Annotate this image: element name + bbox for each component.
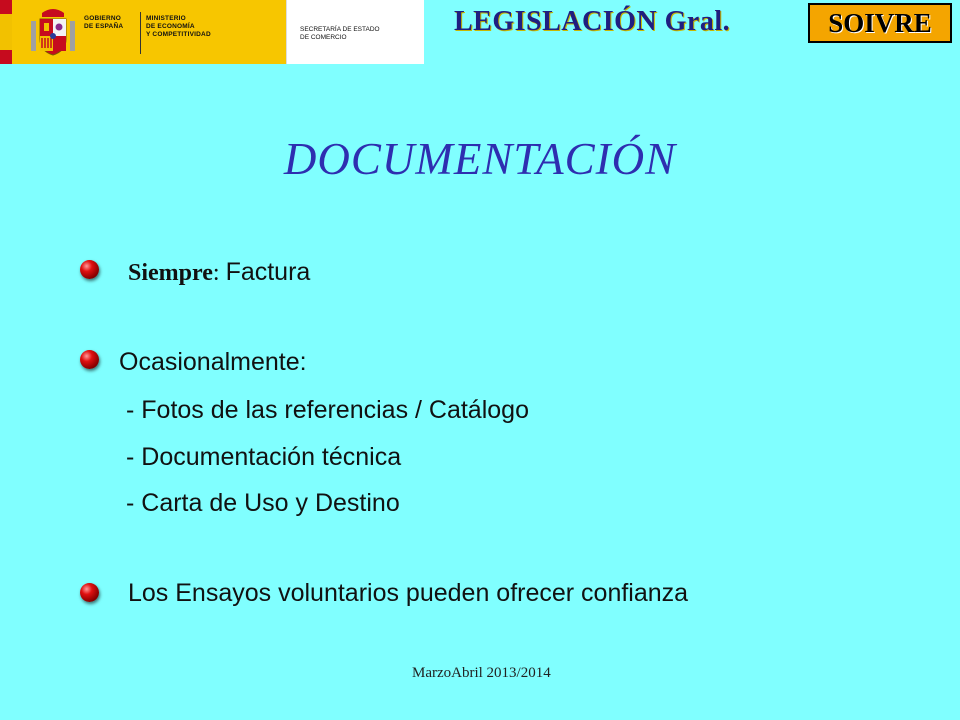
divider xyxy=(140,12,141,54)
logo-text-economia: DE ECONOMÍA xyxy=(146,23,195,30)
flag-icon xyxy=(0,0,12,64)
logo-text-competitividad: Y COMPETITIVIDAD xyxy=(146,31,211,38)
page-title: DOCUMENTACIÓN xyxy=(283,134,677,184)
sub-item: - Fotos de las referencias / Catálogo xyxy=(126,396,529,424)
item-value: Factura xyxy=(225,258,311,286)
bullet-icon xyxy=(80,260,99,279)
logo-text-comercio: DE COMERCIO xyxy=(300,34,347,41)
bullet-icon xyxy=(80,350,99,369)
star-icon: ★ xyxy=(2,25,10,34)
bullet-icon xyxy=(80,583,99,602)
list-item-siempre xyxy=(128,258,310,287)
item-label: Siempre xyxy=(128,260,213,286)
government-logo xyxy=(0,0,424,64)
star-icon: ★ xyxy=(2,35,10,44)
logo-text-ministerio: MINISTERIO xyxy=(146,15,186,22)
divider xyxy=(286,0,287,64)
logo-text-secretaria: SECRETARÍA DE ESTADO xyxy=(300,26,380,33)
sub-item: - Carta de Uso y Destino xyxy=(126,489,400,517)
footer-date: MarzoAbril 2013/2014 xyxy=(412,665,551,681)
logo-text-espana: DE ESPAÑA xyxy=(84,23,124,30)
list-item-ensayos: Los Ensayos voluntarios pueden ofrecer confianza xyxy=(128,579,689,607)
item-colon: : xyxy=(212,260,226,286)
coat-of-arms-icon xyxy=(28,7,78,57)
star-icon: ★ xyxy=(2,15,10,24)
header-title: LEGISLACIÓN Gral. xyxy=(454,6,731,37)
logo-text-gobierno: GOBIERNO xyxy=(84,15,121,22)
list-item-ocasionalmente: Ocasionalmente: xyxy=(119,348,307,376)
soivre-badge: SOIVRE xyxy=(808,3,952,43)
sub-item: - Documentación técnica xyxy=(126,443,402,471)
